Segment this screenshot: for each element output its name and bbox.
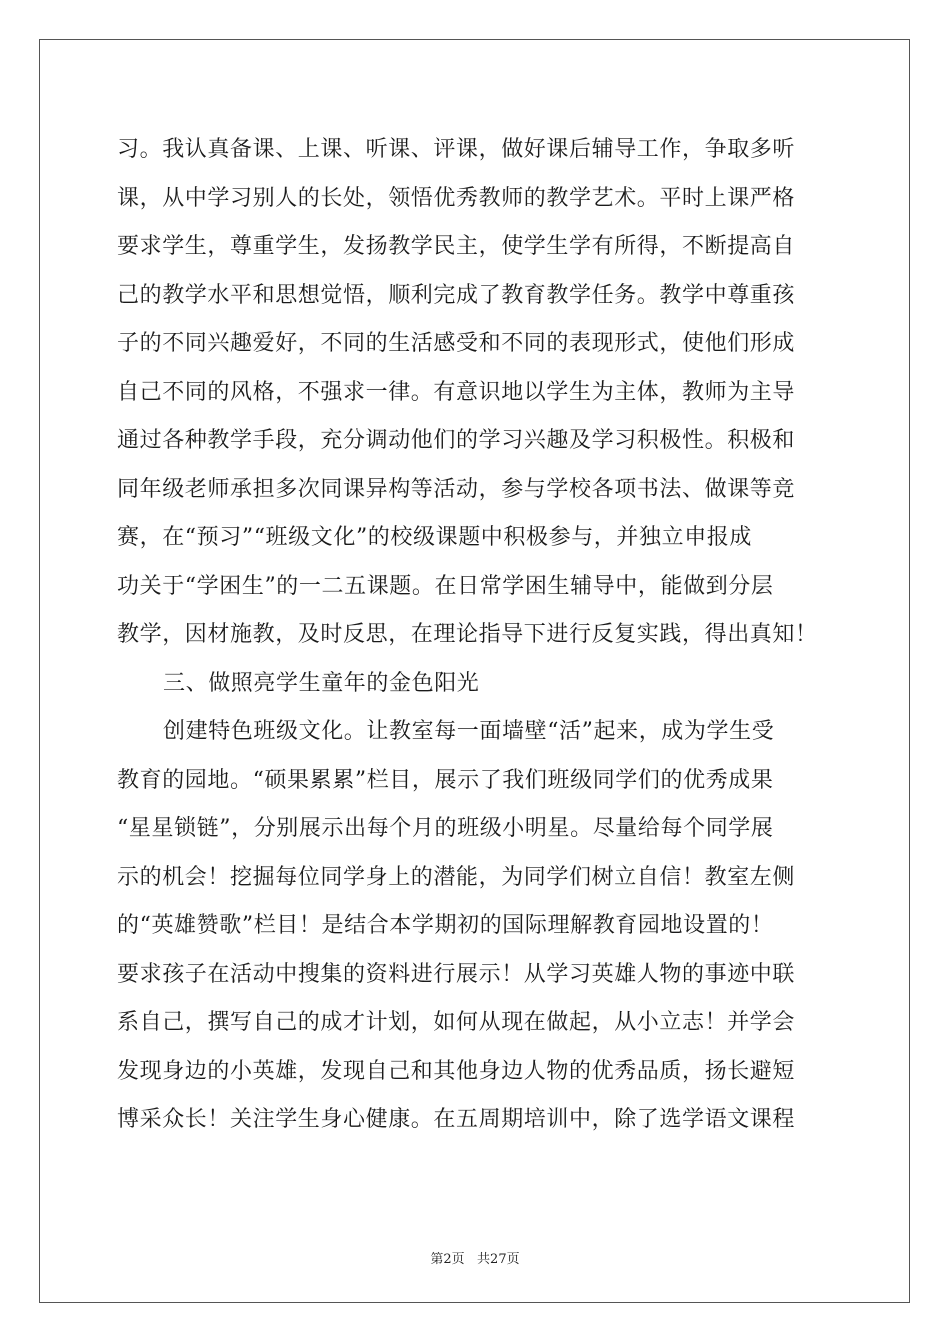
text-line: 的“英雄赞歌”栏目！是结合本学期初的国际理解教育园地设置的！ xyxy=(117,913,774,938)
text-line: 己的教学水平和思想觉悟，顺利完成了教育教学任务。教学中尊重孩 xyxy=(117,282,796,308)
text-line: 创建特色班级文化。让教室每一面墙壁“活”起来，成为学生受 xyxy=(163,719,775,744)
page-number-footer: 第2页 共27页 xyxy=(430,1252,520,1267)
text-line: 教育的园地。“硕果累累”栏目，展示了我们班级同学们的优秀成果 xyxy=(117,767,774,793)
text-line: 子的不同兴趣爱好，不同的生活感受和不同的表现形式，使他们形成 xyxy=(117,331,796,356)
text-line: 同年级老师承担多次同课异构等活动，参与学校各项书法、做课等竞 xyxy=(117,476,796,502)
text-line: 示的机会！挖掘每位同学身上的潜能，为同学们树立自信！教室左侧 xyxy=(117,864,796,890)
text-line: 通过各种教学手段，充分调动他们的学习兴趣及学习积极性。积极和 xyxy=(117,428,796,453)
text-line: 三、做照亮学生童年的金色阳光 xyxy=(163,670,480,696)
text-line: 系自己，撰写自己的成才计划，如何从现在做起，从小立志！并学会 xyxy=(117,1010,796,1035)
document-body xyxy=(117,126,833,1145)
text-line: 功关于“学困生”的一二五课题。在日常学困生辅导中，能做到分层 xyxy=(117,573,774,599)
text-line: 教学，因材施教，及时反思，在理论指导下进行反复实践，得出真知！ xyxy=(117,622,818,647)
text-line: 博采众长！关注学生身心健康。在五周期培训中，除了选学语文课程 xyxy=(117,1107,796,1132)
text-line: “星星锁链”，分别展示出每个月的班级小明星。尽量给每个同学展 xyxy=(117,816,774,841)
text-line: 发现身边的小英雄，发现自己和其他身边人物的优秀品质，扬长避短 xyxy=(117,1058,796,1084)
text-line: 习。我认真备课、上课、听课、评课，做好课后辅导工作，争取多听 xyxy=(117,137,796,162)
text-line: 赛，在“预习”“班级文化”的校级课题中积极参与，并独立申报成 xyxy=(117,525,752,550)
text-line: 课，从中学习别人的长处，领悟优秀教师的教学艺术。平时上课严格 xyxy=(117,185,796,211)
text-line: 要求孩子在活动中搜集的资料进行展示！从学习英雄人物的事迹中联 xyxy=(117,961,796,987)
text-line: 自己不同的风格，不强求一律。有意识地以学生为主体，教师为主导 xyxy=(117,379,796,405)
text-line: 要求学生，尊重学生，发扬教学民主，使学生学有所得，不断提高自 xyxy=(117,234,796,259)
